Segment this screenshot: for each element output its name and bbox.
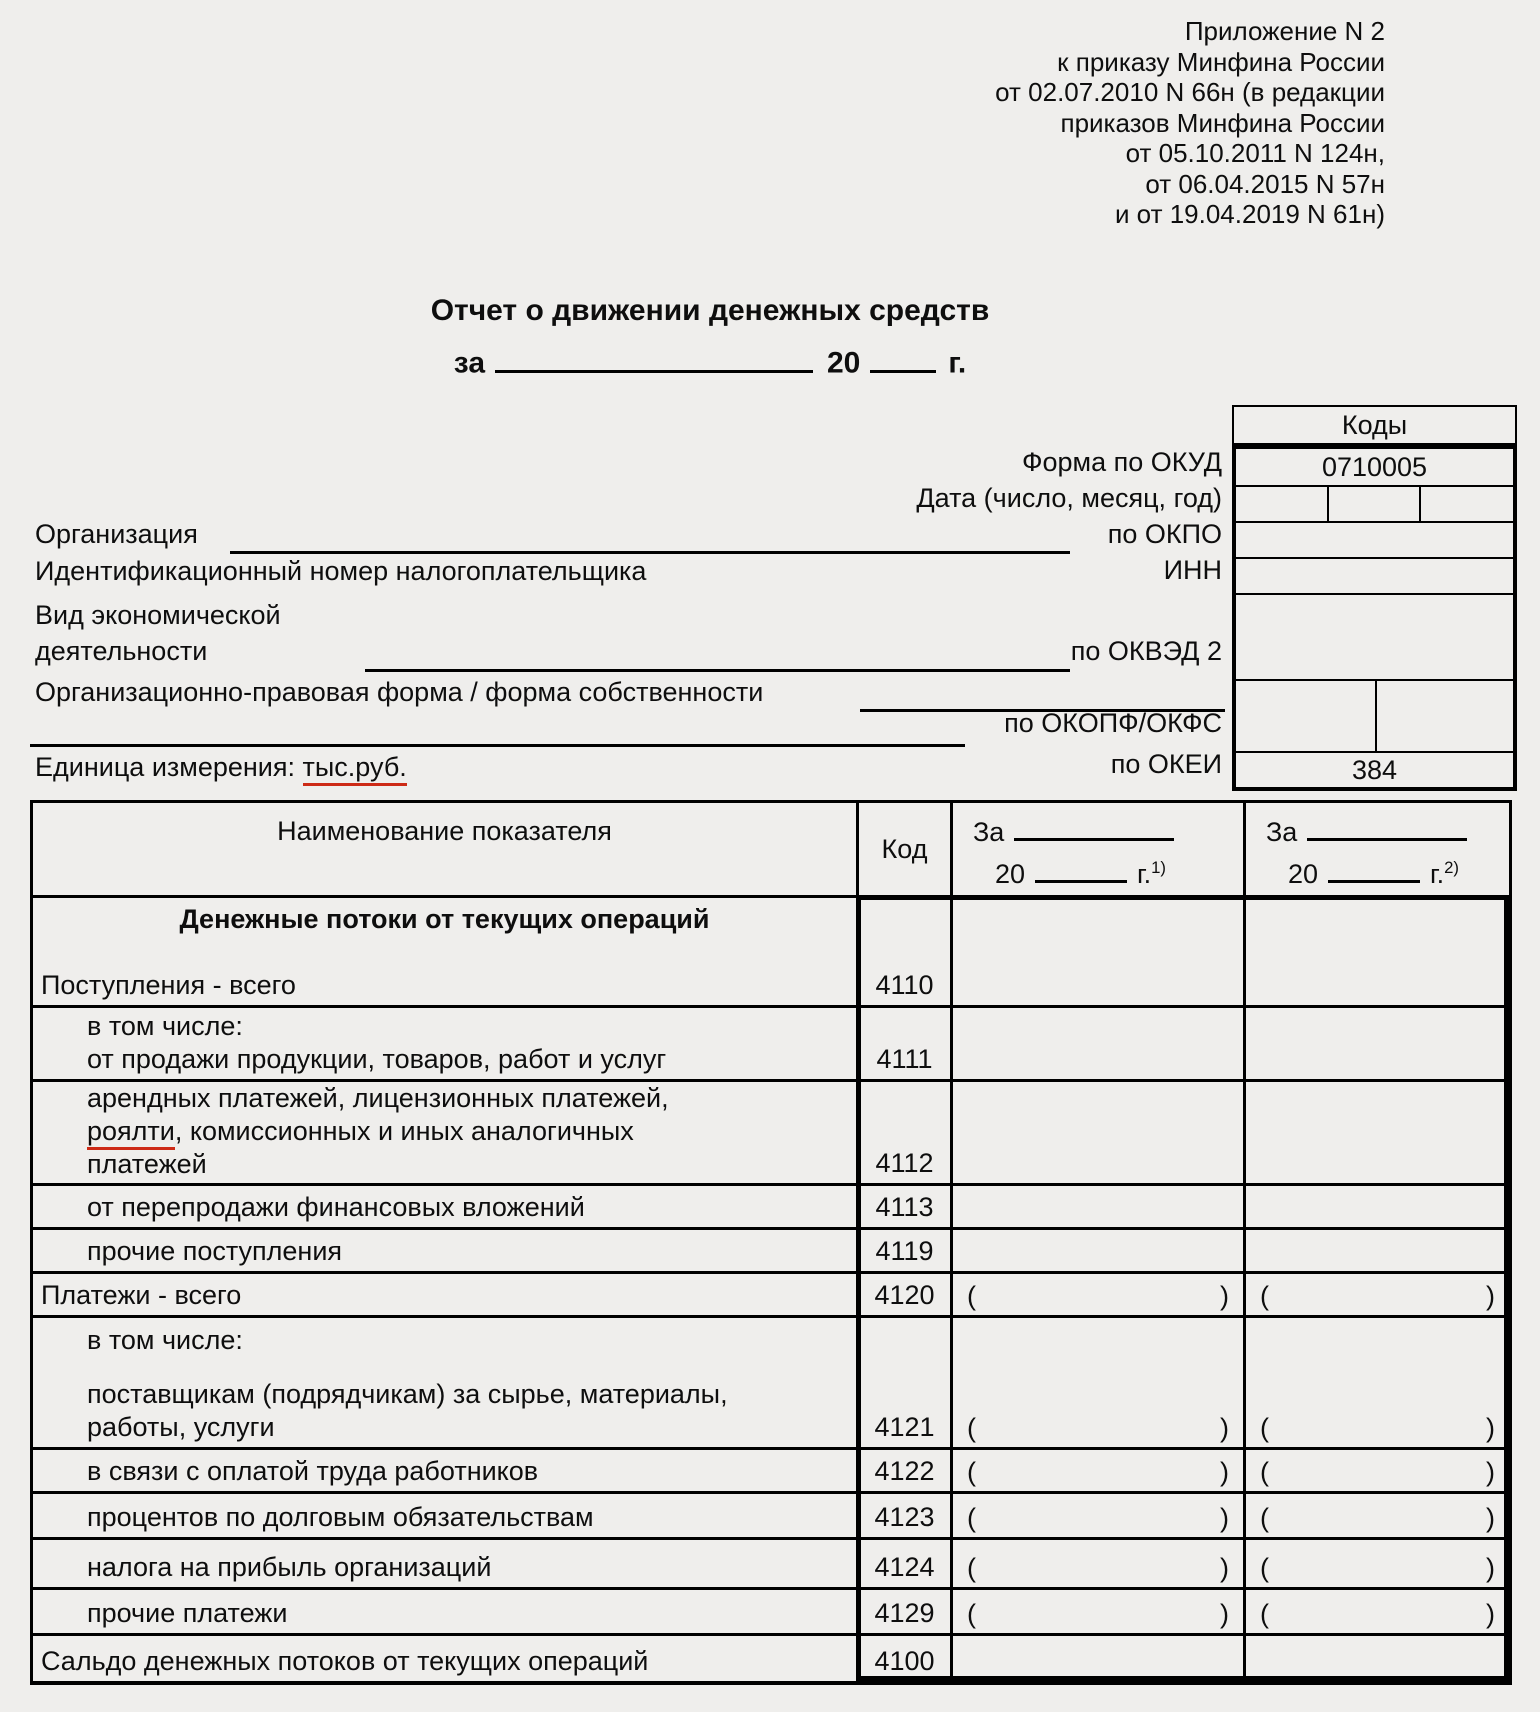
row-label	[87, 1115, 848, 1148]
paren-close: )	[1220, 1281, 1229, 1311]
note-line: к приказу Минфина России	[1057, 46, 1385, 77]
period2-20: 20	[1288, 859, 1319, 889]
okopf-label: по ОКОПФ/ОКФС	[1004, 708, 1222, 738]
row-code: 4119	[856, 1230, 950, 1271]
value-cell-period2[interactable]	[1243, 898, 1509, 1005]
table-row	[33, 1183, 1509, 1227]
paren-close: )	[1220, 1553, 1229, 1583]
paren-open: (	[967, 1553, 976, 1583]
date-cell-divider	[1419, 487, 1421, 521]
unit-label	[35, 752, 407, 783]
legal-form-label: Организационно-правовая форма / форма собственности	[35, 677, 764, 707]
row-label: Поступления - всего	[41, 970, 296, 1000]
value-cell-period1[interactable]	[950, 1636, 1243, 1681]
unit-label-text: Единица измерения:	[35, 752, 296, 782]
paren-open: (	[1260, 1503, 1269, 1533]
col-header-code: Код	[856, 803, 950, 895]
cash-flow-table	[30, 800, 1512, 1685]
paren-open: (	[967, 1503, 976, 1533]
value-cell-period2[interactable]	[1243, 1636, 1509, 1681]
value-cell-period1[interactable]	[950, 1082, 1243, 1183]
date-cell-divider	[1327, 487, 1329, 521]
codes-box	[1232, 445, 1517, 791]
date-label: Дата (число, месяц, год)	[916, 483, 1222, 513]
row-label: работы, услуги	[87, 1412, 275, 1442]
table-row	[33, 1079, 1509, 1183]
okei-label: по ОКЕИ	[1110, 749, 1222, 779]
value-cell-period1[interactable]	[950, 1450, 1243, 1491]
table-row	[33, 895, 1509, 1005]
row-code: 4124	[856, 1540, 950, 1587]
paren-close: )	[1486, 1281, 1495, 1311]
paren-close: )	[1486, 1553, 1495, 1583]
legal-form-field-line2[interactable]	[30, 744, 965, 747]
paren-close: )	[1486, 1413, 1495, 1443]
appendix-note	[995, 16, 1385, 230]
row-name-cell	[33, 1450, 856, 1491]
value-cell-period1[interactable]	[950, 1590, 1243, 1633]
col-header-period2	[1243, 803, 1509, 895]
period1-g: г.	[1137, 859, 1152, 889]
row-code: 4113	[856, 1186, 950, 1227]
row-name-cell	[33, 1008, 856, 1079]
codes-box-header: Коды	[1232, 405, 1517, 445]
table-row	[33, 1491, 1509, 1537]
paren-close: )	[1220, 1457, 1229, 1487]
date-code-cell[interactable]	[1236, 485, 1513, 521]
table-row	[33, 1633, 1509, 1681]
row-code: 4123	[856, 1494, 950, 1537]
value-cell-period2[interactable]	[1243, 1590, 1509, 1633]
row-name-cell	[33, 1636, 856, 1681]
activity-label-line2: деятельности	[35, 636, 208, 666]
paren-close: )	[1220, 1599, 1229, 1629]
period2-year-field[interactable]	[1328, 853, 1420, 883]
value-cell-period1[interactable]	[950, 1008, 1243, 1079]
table-row	[33, 1005, 1509, 1079]
row-label-rest: , комиссионных и иных аналогичных	[174, 1116, 634, 1146]
okopf-cell-divider	[1375, 681, 1377, 751]
row-label: от продажи продукции, товаров, работ и услуг	[87, 1044, 667, 1074]
period1-year-field[interactable]	[1035, 853, 1127, 883]
row-label: поставщикам (подрядчикам) за сырье, материалы,	[87, 1379, 728, 1409]
value-cell-period2[interactable]	[1243, 1540, 1509, 1587]
paren-open: (	[1260, 1281, 1269, 1311]
period2-za: За	[1266, 817, 1298, 847]
section-title: Денежные потоки от текущих операций	[179, 904, 710, 934]
row-code: 4120	[856, 1274, 950, 1315]
row-code: 4129	[856, 1590, 950, 1633]
form-period-line	[30, 338, 1390, 381]
table-row	[33, 1315, 1509, 1447]
okpo-label: по ОКПО	[1107, 519, 1222, 549]
note-line: от 05.10.2011 N 124н,	[1125, 138, 1385, 168]
value-cell-period2[interactable]	[1243, 1230, 1509, 1271]
table-row	[33, 1227, 1509, 1271]
activity-label-line1: Вид экономической	[35, 600, 281, 630]
period-g-label: г.	[948, 346, 967, 380]
paren-close: )	[1486, 1503, 1495, 1533]
paren-open: (	[1260, 1457, 1269, 1487]
paren-open: (	[1260, 1599, 1269, 1629]
row-label: платежей	[87, 1149, 207, 1179]
row-sublabel: в том числе:	[87, 1011, 243, 1041]
legal-form-field[interactable]	[860, 709, 1225, 712]
paren-close: )	[1220, 1503, 1229, 1533]
row-label: налога на прибыль организаций	[87, 1552, 492, 1582]
period1-za: За	[973, 817, 1005, 847]
row-code: 4110	[856, 898, 950, 1005]
okopf-code-cell[interactable]	[1236, 679, 1513, 751]
form-title: Отчет о движении денежных средств	[430, 294, 990, 327]
row-label: прочие поступления	[87, 1236, 343, 1266]
row-name-cell	[33, 898, 856, 1005]
value-cell-period2[interactable]	[1243, 1450, 1509, 1491]
paren-open: (	[967, 1281, 976, 1311]
note-line: и от 19.04.2019 N 61н)	[1114, 199, 1385, 229]
value-cell-period2[interactable]	[1243, 1318, 1509, 1447]
inn-code-cell[interactable]	[1236, 557, 1513, 593]
row-name-cell	[33, 1494, 856, 1537]
paren-open: (	[1260, 1413, 1269, 1443]
value-cell-period2[interactable]	[1243, 1274, 1509, 1315]
row-code: 4121	[856, 1318, 950, 1447]
value-cell-period1[interactable]	[950, 1540, 1243, 1587]
period2-g: г.	[1430, 859, 1445, 889]
misspelled-word: роялти	[87, 1116, 175, 1150]
col-header-name: Наименование показателя	[277, 816, 612, 846]
note-line: от 02.07.2010 N 66н (в редакции	[995, 77, 1385, 107]
okpo-code-cell[interactable]	[1236, 521, 1513, 557]
note-line: приказов Минфина России	[1060, 107, 1385, 138]
period2-footnote-mark: 2)	[1444, 858, 1459, 877]
col-header-period1	[950, 803, 1243, 895]
organization-label: Организация	[35, 519, 198, 549]
row-label: Платежи - всего	[41, 1280, 242, 1310]
paren-open: (	[967, 1599, 976, 1629]
inn-label: ИНН	[1163, 555, 1222, 585]
okved-code-cell[interactable]	[1236, 593, 1513, 679]
value-cell-period2[interactable]	[1243, 1082, 1509, 1183]
row-name-cell	[33, 1318, 856, 1447]
value-cell-period1[interactable]	[950, 1274, 1243, 1315]
value-cell-period2[interactable]	[1243, 1008, 1509, 1079]
note-line: Приложение N 2	[1184, 16, 1385, 46]
table-row	[33, 1537, 1509, 1587]
inn-long-label: Идентификационный номер налогоплательщика	[35, 556, 647, 586]
okved-label: по ОКВЭД 2	[1070, 636, 1222, 666]
value-cell-period1[interactable]	[950, 1186, 1243, 1227]
period-fill-field[interactable]	[495, 338, 813, 373]
okud-label: Форма по ОКУД	[1021, 447, 1222, 477]
row-label: Сальдо денежных потоков от текущих операций	[41, 1646, 649, 1676]
table-row	[33, 1447, 1509, 1491]
organization-field[interactable]	[230, 551, 1070, 554]
row-name-cell	[33, 1540, 856, 1587]
period1-name-field[interactable]	[1014, 811, 1174, 841]
period1-footnote-mark: 1)	[1151, 858, 1166, 877]
period-year-field[interactable]	[870, 338, 936, 373]
paren-close: )	[1486, 1457, 1495, 1487]
row-label: в связи с оплатой труда работников	[87, 1456, 539, 1486]
row-label: арендных платежей, лицензионных платежей,	[87, 1083, 669, 1113]
period2-name-field[interactable]	[1307, 811, 1467, 841]
row-name-cell	[33, 1082, 856, 1183]
table-row	[33, 1271, 1509, 1315]
paren-close: )	[1220, 1413, 1229, 1443]
paren-open: (	[967, 1457, 976, 1487]
okei-code-cell[interactable]: 384	[1236, 751, 1513, 787]
row-name-cell	[33, 1186, 856, 1227]
value-cell-period1[interactable]	[950, 1318, 1243, 1447]
row-sublabel: в том числе:	[87, 1325, 243, 1355]
note-line: от 06.04.2015 N 57н	[1145, 168, 1385, 199]
row-name-cell	[33, 1590, 856, 1633]
value-cell-period2[interactable]	[1243, 1186, 1509, 1227]
okud-code-cell[interactable]: 0710005	[1321, 451, 1428, 482]
row-name-cell	[33, 1274, 856, 1315]
row-code: 4111	[856, 1008, 950, 1079]
table-header-row	[33, 803, 1509, 895]
row-code: 4112	[856, 1082, 950, 1183]
row-name-cell	[33, 1230, 856, 1271]
unit-value: тыс.руб.	[303, 752, 407, 786]
value-cell-period1[interactable]	[950, 898, 1243, 1005]
paren-open: (	[1260, 1553, 1269, 1583]
activity-field[interactable]	[365, 669, 1070, 672]
value-cell-period2[interactable]	[1243, 1494, 1509, 1537]
period1-20: 20	[995, 859, 1026, 889]
row-label: от перепродажи финансовых вложений	[87, 1192, 585, 1222]
period-za-label: за	[453, 346, 485, 380]
row-code: 4100	[856, 1636, 950, 1681]
paren-close: )	[1486, 1599, 1495, 1629]
row-label: прочие платежи	[87, 1598, 288, 1628]
value-cell-period1[interactable]	[950, 1230, 1243, 1271]
period-20-label: 20	[827, 346, 861, 380]
row-label: процентов по долговым обязательствам	[87, 1502, 594, 1532]
value-cell-period1[interactable]	[950, 1494, 1243, 1537]
table-row	[33, 1587, 1509, 1633]
row-code: 4122	[856, 1450, 950, 1491]
paren-open: (	[967, 1413, 976, 1443]
